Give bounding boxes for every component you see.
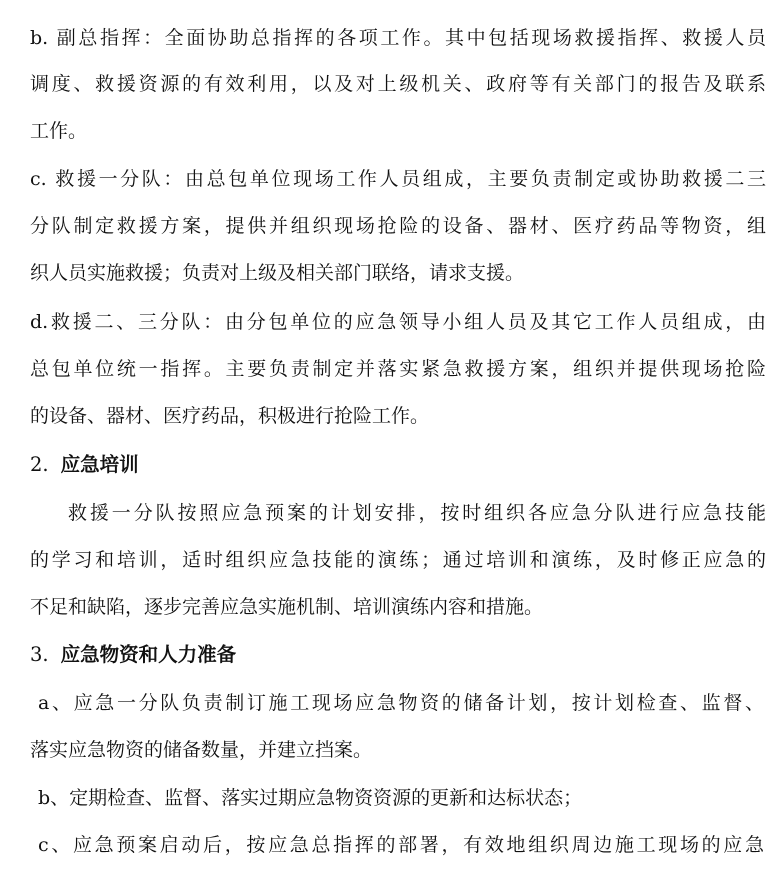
- section-3-title: 应急物资和人力准备: [60, 643, 237, 666]
- paragraph-c-line-2: 分队制定救援方案，提供并组织现场抢险的设备、器材、医疗药品等物资，组: [30, 215, 766, 237]
- section-3-item-b: b、定期检查、监督、落实过期应急物资资源的更新和达标状态；: [38, 787, 583, 809]
- section-3-heading: [30, 643, 236, 667]
- section-2-line-3: 不足和缺陷，逐步完善应急实施机制、培训演练内容和措施。: [30, 596, 544, 618]
- paragraph-b-line-2: 调度、救援资源的有效利用，以及对上级机关、政府等有关部门的报告及联系: [30, 73, 766, 95]
- section-3-number: 3.: [30, 643, 49, 666]
- section-3-item-c: c、应急预案启动后，按应急总指挥的部署，有效地组织周边施工现场的应急: [38, 834, 764, 856]
- section-2-heading: [30, 453, 139, 477]
- paragraph-c-line-3: 织人员实施救援；负责对上级及相关部门联络，请求支援。: [30, 262, 525, 284]
- paragraph-d-line-2: 总包单位统一指挥。主要负责制定并落实紧急救援方案，组织并提供现场抢险: [30, 358, 766, 380]
- section-3-item-a-line-2: 落实应急物资的储备数量，并建立挡案。: [30, 739, 373, 761]
- section-2-line-2: 的学习和培训，适时组织应急技能的演练；通过培训和演练，及时修正应急的: [30, 549, 766, 571]
- section-2-line-1: 救援一分队按照应急预案的计划安排，按时组织各应急分队进行应急技能: [68, 502, 766, 524]
- paragraph-b-line-3: 工作。: [30, 120, 88, 142]
- paragraph-b-line-1: b. 副总指挥：全面协助总指挥的各项工作。其中包括现场救援指挥、救援人员: [30, 27, 766, 49]
- section-2-title: 应急培训: [60, 453, 139, 476]
- section-2-number: 2.: [30, 453, 49, 476]
- paragraph-d-line-1: d.救援二、三分队：由分包单位的应急领导小组人员及其它工作人员组成，由: [30, 311, 766, 333]
- paragraph-c-line-1: c. 救援一分队：由总包单位现场工作人员组成，主要负责制定或协助救援二三: [30, 168, 766, 190]
- section-3-item-a-line-1: a、应急一分队负责制订施工现场应急物资的储备计划，按计划检查、监督、: [38, 692, 764, 714]
- paragraph-d-line-3: 的设备、器材、医疗药品，积极进行抢险工作。: [30, 405, 430, 427]
